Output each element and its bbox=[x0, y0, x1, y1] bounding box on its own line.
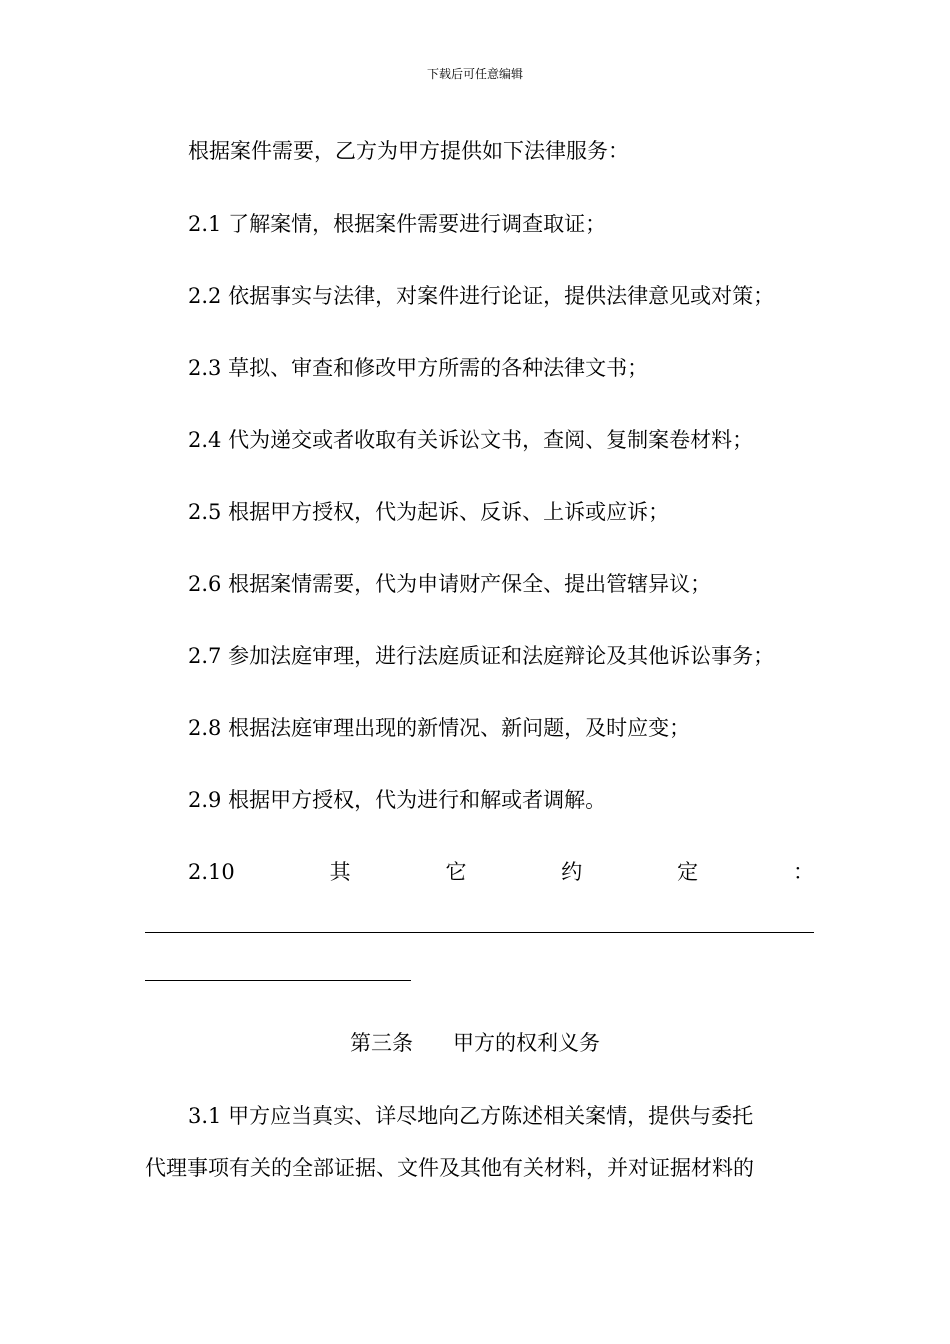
intro-paragraph: 根据案件需要，乙方为甲方提供如下法律服务： bbox=[188, 139, 629, 163]
service-item-2-10 bbox=[188, 858, 814, 886]
item-2-10-char-4: 定 bbox=[677, 860, 699, 884]
item-2-10-char-2: 它 bbox=[445, 860, 467, 884]
service-item-2-8: 2.8 根据法庭审理出现的新情况、新问题，及时应变； bbox=[188, 716, 691, 740]
service-item-2-5: 2.5 根据甲方授权，代为起诉、反诉、上诉或应诉； bbox=[188, 500, 670, 524]
item-2-10-char-3: 约 bbox=[561, 860, 583, 884]
item-2-10-colon: ： bbox=[792, 860, 814, 884]
service-item-2-1: 2.1 了解案情，根据案件需要进行调查取证； bbox=[188, 212, 607, 236]
item-2-10-char-1: 其 bbox=[329, 860, 351, 884]
clause-3-1-line-1: 3.1 甲方应当真实、详尽地向乙方陈述相关案情，提供与委托 bbox=[188, 1104, 754, 1128]
service-item-2-4: 2.4 代为递交或者收取有关诉讼文书，查阅、复制案卷材料； bbox=[188, 428, 754, 452]
service-item-2-2: 2.2 依据事实与法律，对案件进行论证，提供法律意见或对策； bbox=[188, 284, 775, 308]
service-item-2-7: 2.7 参加法庭审理，进行法庭质证和法庭辩论及其他诉讼事务； bbox=[188, 644, 775, 668]
fill-in-blank-line-1 bbox=[145, 932, 814, 933]
clause-3-1-line-2: 代理事项有关的全部证据、文件及其他有关材料，并对证据材料的 bbox=[145, 1156, 754, 1180]
section-three-title: 第三条 甲方的权利义务 bbox=[349, 1031, 601, 1055]
item-2-10-number: 2.10 bbox=[188, 860, 235, 884]
page-header-note: 下载后可任意编辑 bbox=[426, 67, 523, 81]
service-item-2-6: 2.6 根据案情需要，代为申请财产保全、提出管辖异议； bbox=[188, 572, 712, 596]
service-item-2-3: 2.3 草拟、审查和修改甲方所需的各种法律文书； bbox=[188, 356, 649, 380]
fill-in-blank-line-2 bbox=[145, 980, 411, 981]
service-item-2-9: 2.9 根据甲方授权，代为进行和解或者调解。 bbox=[188, 788, 607, 812]
